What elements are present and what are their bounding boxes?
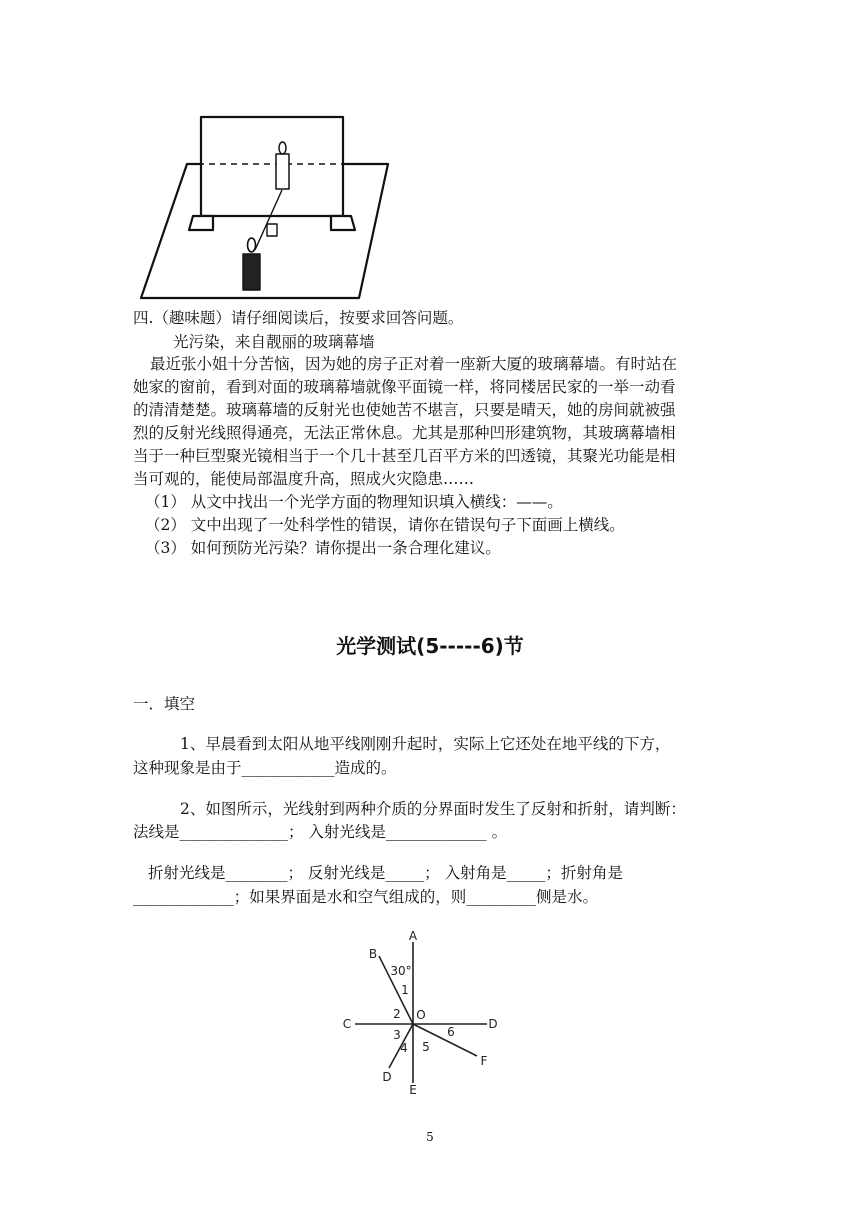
plate-foot-left (189, 216, 213, 230)
q1-line-2: 这种现象是由于____________造成的。 (133, 759, 397, 777)
label-5: 5 (422, 1040, 430, 1054)
label-angle: 30° (390, 964, 412, 978)
label-6: 6 (447, 1025, 455, 1039)
part1-title: 一．填空 (133, 695, 196, 713)
real-candle (243, 254, 260, 290)
label-4: 4 (400, 1041, 408, 1055)
label-f: F (480, 1054, 488, 1068)
q1-line-1: 1、早晨看到太阳从地平线刚刚升起时，实际上它还处在地平线的下方， (180, 735, 671, 753)
label-1: 1 (401, 983, 409, 997)
plate-foot-right (331, 216, 355, 230)
refraction-diagram (335, 928, 505, 1098)
virtual-candle (276, 154, 289, 189)
square-marker (267, 224, 277, 236)
question-2: （2） 文中出现了一处科学性的错误，请你在错误句子下面画上横线。 (145, 516, 625, 534)
label-o: O (416, 1008, 426, 1022)
question-3: （3） 如何预防光污染？请你提出一条合理化建议。 (145, 539, 501, 557)
q2-line-4: _____________；如果界面是水和空气组成的，则_________侧是水。 (133, 888, 599, 906)
section4-title: 四.（趣味题）请仔细阅读后，按要求回答问题。 (133, 309, 464, 327)
label-2: 2 (393, 1007, 401, 1021)
label-d-right: D (488, 1017, 498, 1031)
paragraph-line-2: 她家的窗前，看到对面的玻璃幕墙就像平面镜一样，将同楼居民家的一举一动看 (133, 378, 676, 396)
glass-plate (201, 117, 343, 216)
q2-line-1: 2、如图所示，光线射到两种介质的分界面时发生了反射和折射，请判断： (180, 800, 686, 818)
paragraph-line-4: 烈的反射光线照得通亮，无法正常休息。尤其是那种凹形建筑物，其玻璃幕墙相 (133, 424, 676, 442)
page-number: 5 (426, 1130, 434, 1144)
paragraph-line-6: 当可观的，能使局部温度升高，照成火灾隐患…… (133, 470, 475, 488)
candle-mirror-figure (133, 112, 403, 302)
label-c: C (342, 1017, 352, 1031)
label-e: E (409, 1083, 417, 1097)
label-d-lower: D (382, 1070, 392, 1084)
article-title: 光污染，来自靓丽的玻璃幕墙 (173, 333, 375, 351)
question-1: （1） 从文中找出一个光学方面的物理知识填入横线：——。 (145, 493, 563, 511)
label-b: B (368, 947, 378, 961)
label-3: 3 (393, 1028, 401, 1042)
q2-line-3: 折射光线是________； 反射光线是_____； 入射角是_____；折射角是 (148, 864, 623, 882)
real-flame (248, 238, 256, 252)
paragraph-line-5: 当于一种巨型聚光镜相当于一个几十甚至几百平方米的凹透镜，其聚光功能是相 (133, 447, 676, 465)
label-a: A (408, 929, 418, 943)
q2-line-2: 法线是______________； 入射光线是_____________ 。 (133, 823, 508, 841)
paragraph-line-1: 最近张小姐十分苦恼，因为她的房子正对着一座新大厦的玻璃幕墙。有时站在 (150, 355, 678, 373)
test-heading: 光学测试(5-----6)节 (336, 634, 524, 658)
paragraph-line-3: 的清清楚楚。玻璃幕墙的反射光也使她苦不堪言，只要是晴天，她的房间就被强 (133, 401, 676, 419)
